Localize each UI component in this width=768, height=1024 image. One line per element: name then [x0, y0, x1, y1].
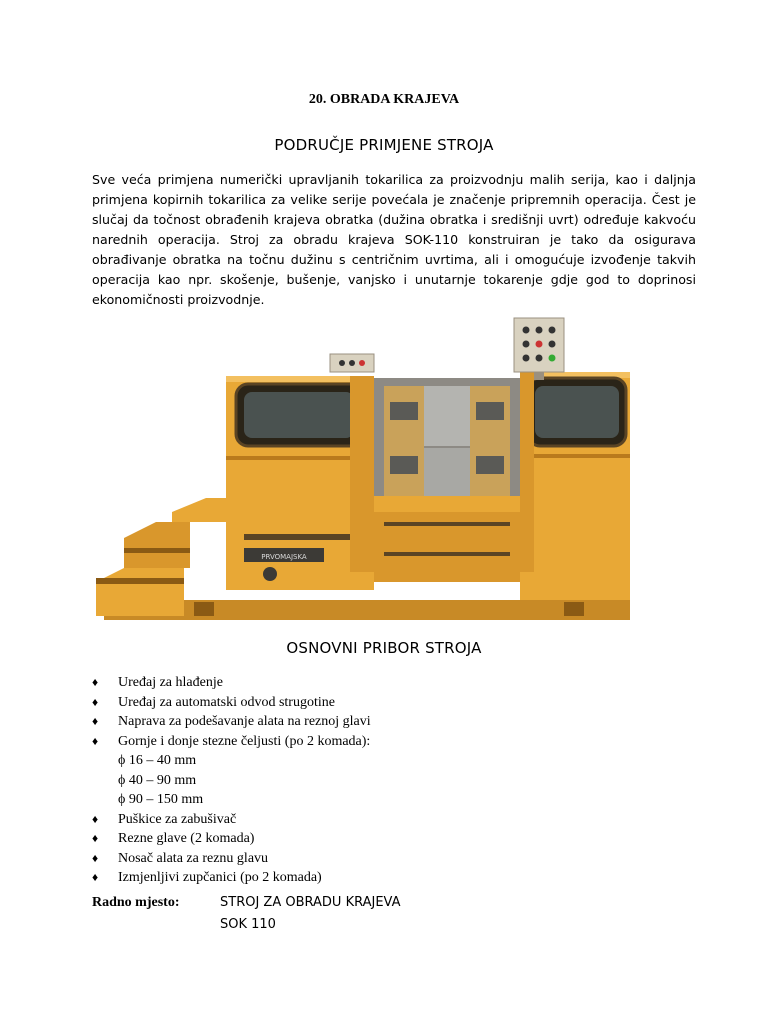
intro-paragraph: Sve veća primjena numerički upravljanih tokarilica za proizvodnju malih serija, kao i daljnja primjena kopirnih tokarilica za velike serije povećala je značenje pripremnih operacija. Čest je slučaj da točnost obrađenih krajeva obratka (dužina obratka i središnji uvrt) određuje kakvoću narednih operacija. Stroj za obradu krajeva SOK-110 konstruiran je tako da osigurava obrađivanje obratka na točnu dužinu s centričnim uvrtima, ali i omogućuje izvođenje takvih operacija kao npr. skošenje, bušenje, vanjsko i unutarnje tokarenje gdje god to doprinosi ekonomičnosti proizvodnje.	[92, 172, 696, 307]
diamond-bullet-icon: ♦	[92, 811, 99, 826]
list-item-text: Nosač alata za reznu glavu	[118, 850, 269, 866]
chapter-title: 20. OBRADA KRAJEVA	[308, 92, 460, 107]
list-item-text: ϕ 90 – 150 mm	[118, 792, 204, 807]
list-item	[92, 693, 692, 713]
machine-photo	[94, 316, 634, 632]
diamond-bullet-icon: ♦	[92, 850, 99, 865]
list-item-text: Naprava za podešavanje alata na reznoj glavi	[118, 714, 371, 729]
accessories-list	[92, 673, 692, 888]
list-item	[92, 849, 692, 869]
diamond-bullet-icon: ♦	[92, 831, 99, 845]
section-title-accessories: OSNOVNI PRIBOR STROJA	[286, 639, 482, 657]
workplace-machine-code: SOK 110	[220, 917, 276, 932]
list-subitem	[92, 751, 692, 771]
list-item	[92, 868, 692, 888]
list-item	[92, 732, 692, 752]
list-item	[92, 673, 692, 693]
diamond-bullet-icon: ♦	[92, 870, 99, 884]
list-item	[92, 810, 692, 830]
list-subitem	[92, 790, 692, 810]
diamond-bullet-icon: ♦	[92, 733, 99, 748]
diamond-bullet-icon: ♦	[92, 675, 99, 689]
list-item-text: ϕ 16 – 40 mm	[118, 753, 197, 768]
list-item-text: ϕ 40 – 90 mm	[118, 772, 197, 788]
list-item-text: Izmjenljivi zupčanici (po 2 komada)	[118, 870, 322, 885]
list-item-text: Uređaj za hlađenje	[118, 675, 223, 690]
list-item-text: Rezne glave (2 komada)	[118, 831, 255, 846]
list-item-text: Uređaj za automatski odvod strugotine	[118, 694, 335, 710]
section-title-application: PODRUČJE PRIMJENE STROJA	[274, 136, 494, 154]
workplace-machine-name: STROJ ZA OBRADU KRAJEVA	[220, 895, 401, 910]
workplace-label: Radno mjesto:	[92, 895, 180, 910]
list-subitem	[92, 771, 692, 791]
list-item	[92, 829, 692, 849]
diamond-bullet-icon: ♦	[92, 714, 99, 728]
list-item	[92, 712, 692, 732]
diamond-bullet-icon: ♦	[92, 694, 99, 709]
list-item-text: Puškice za zabušivač	[118, 811, 237, 827]
list-item-text: Gornje i donje stezne čeljusti (po 2 komada):	[118, 733, 371, 749]
machine-brand-plate: PRVOMAJSKA	[261, 553, 307, 561]
